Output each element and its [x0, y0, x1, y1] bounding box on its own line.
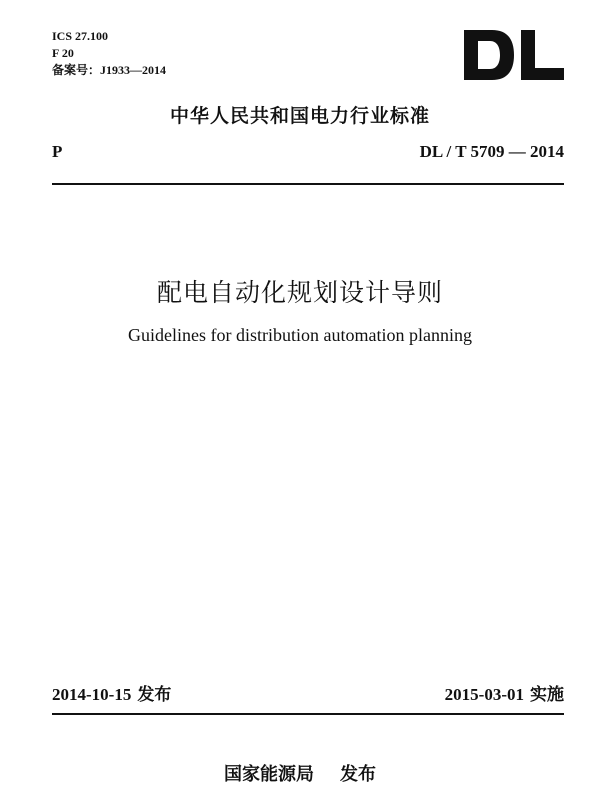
top-divider — [52, 183, 564, 185]
implementation-date: 2015-03-01 — [444, 685, 524, 704]
issuer-title: 中华人民共和国电力行业标准 — [169, 105, 430, 127]
document-title-chinese: 配电自动化规划设计导则 — [156, 278, 443, 307]
category-code: P — [52, 142, 63, 161]
dl-logo — [464, 30, 564, 80]
publisher-name: 国家能源局 — [224, 764, 314, 785]
ics-code: ICS 27.100 — [52, 29, 109, 43]
issue-label: 发布 — [137, 685, 172, 705]
ccs-code: F 20 — [52, 46, 74, 60]
publisher-line — [0, 760, 600, 786]
implementation-date-line — [445, 680, 564, 705]
standard-number: DL / T 5709 — 2014 — [419, 142, 564, 161]
publisher-label: 发布 — [340, 764, 376, 785]
bottom-divider — [52, 713, 564, 715]
implementation-label: 实施 — [530, 685, 564, 705]
classification-block — [52, 28, 166, 79]
record-number: 备案号：J1933—2014 — [52, 63, 167, 77]
issue-date: 2014-10-15 — [52, 685, 132, 704]
issue-date-line — [52, 680, 171, 705]
document-title-english: Guidelines for distribution automation planning — [128, 325, 472, 345]
